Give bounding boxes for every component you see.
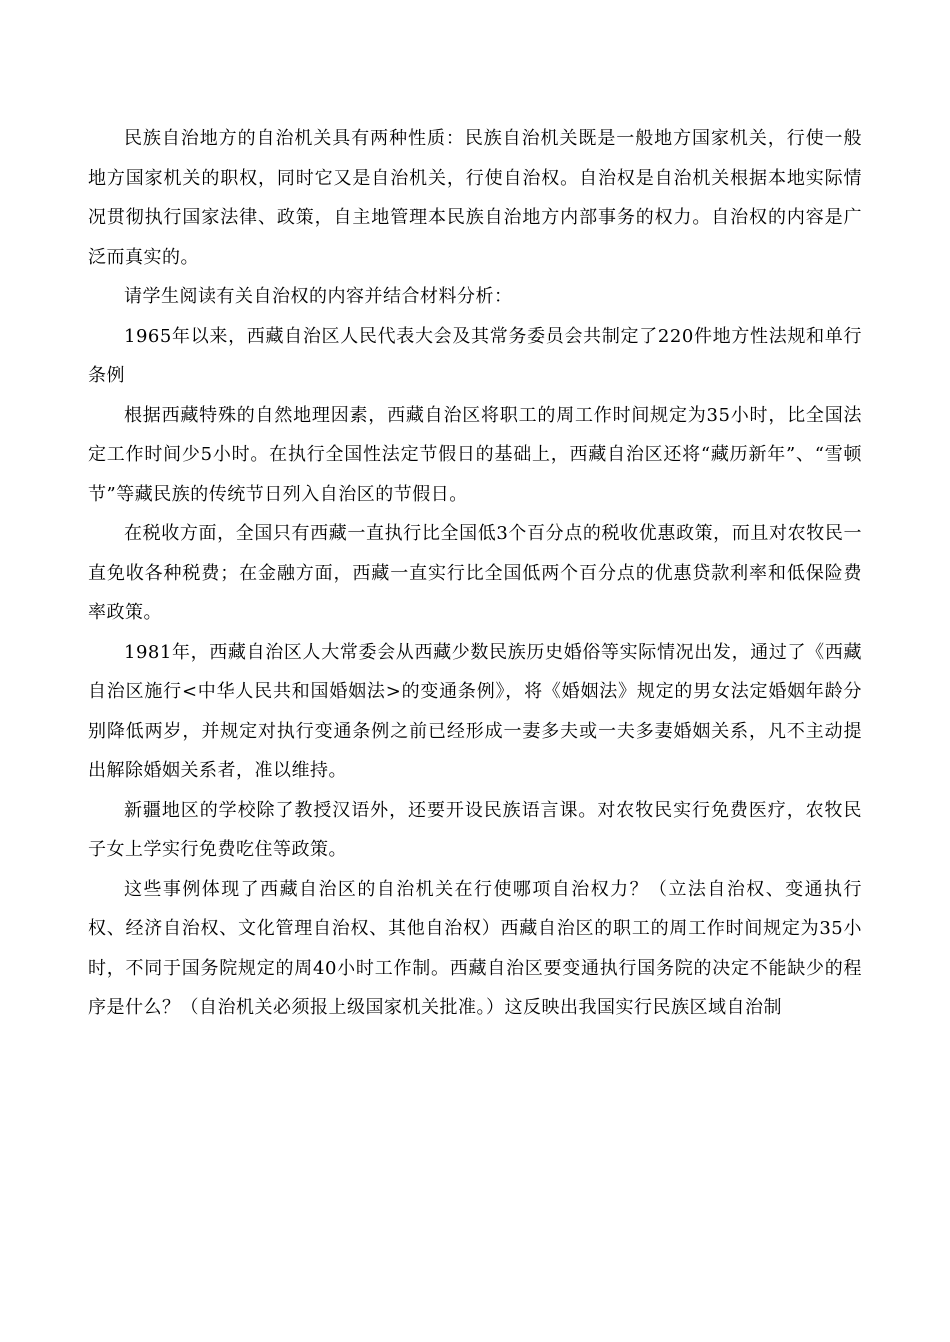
paragraph-marriage-law: 1981年，西藏自治区人大常委会从西藏少数民族历史婚俗等实际情况出发，通过了《西藏自治区施行<中华人民共和国婚姻法>的变通条例》，将《婚姻法》规定的男女法定婚姻年龄分别降低两岁，并规定对执行变通条例之前已经形成一妻多夫或一夫多妻婚姻关系，凡不主动提出解除婚姻关系者，准以维持。 bbox=[88, 641, 862, 781]
paragraph-reading-task: 请学生阅读有关自治权的内容并结合材料分析： bbox=[124, 286, 513, 307]
paragraph-autonomy-nature: 民族自治地方的自治机关具有两种性质：民族自治机关既是一般地方国家机关，行使一般地方国家机关的职权，同时它又是自治机关，行使自治权。自治权是自治机关根据本地实际情况贯彻执行国家法律、政策，自主地管理本民族自治地方内部事务的权力。自治权的内容是广泛而真实的。 bbox=[88, 128, 862, 268]
paragraph-xinjiang-schools: 新疆地区的学校除了教授汉语外，还要开设民族语言课。对农牧民实行免费医疗，农牧民子女上学实行免费吃住等政策。 bbox=[88, 799, 862, 860]
paragraph-questions: 这些事例体现了西藏自治区的自治机关在行使哪项自治权力？（立法自治权、变通执行权、经济自治权、文化管理自治权、其他自治权）西藏自治区的职工的周工作时间规定为35小时，不同于国务院规定的周40小时工作制。西藏自治区要变通执行国务院的决定不能缺少的程序是什么？（自治机关必须报上级国家机关批准。）这反映出我国实行民族区域自治制 bbox=[88, 878, 862, 1018]
paragraph-working-hours: 根据西藏特殊的自然地理因素，西藏自治区将职工的周工作时间规定为35小时，比全国法定工作时间少5小时。在执行全国性法定节假日的基础上，西藏自治区还将“藏历新年”、“雪顿节”等藏民族的传统节日列入自治区的节假日。 bbox=[88, 404, 862, 505]
document-body bbox=[88, 119, 862, 1028]
paragraph-tax-finance: 在税收方面，全国只有西藏一直执行比全国低3个百分点的税收优惠政策，而且对农牧民一直免收各种税费；在金融方面，西藏一直实行比全国低两个百分点的优惠贷款利率和低保险费率政策。 bbox=[88, 523, 862, 623]
paragraph-legislation: 1965年以来，西藏自治区人民代表大会及其常务委员会共制定了220件地方性法规和单行条例 bbox=[88, 325, 862, 386]
